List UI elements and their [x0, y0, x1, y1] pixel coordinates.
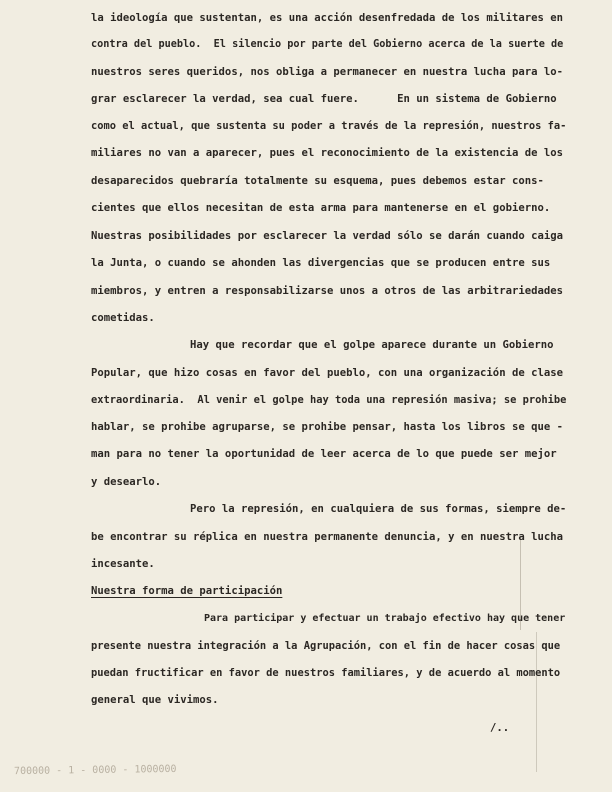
text-line: la ideología que sustentan, es una acción desenfredada de los militares en: [91, 12, 563, 24]
text-line: extraordinaria. Al venir el golpe hay toda una represión masiva; se prohibe: [91, 394, 567, 406]
text-line: nuestros seres queridos, nos obliga a permanecer en nuestra lucha para lo-: [91, 66, 563, 78]
text-line: man para no tener la oportunidad de leer acerca de lo que puede ser mejor: [91, 448, 557, 460]
text-line: y desearlo.: [91, 476, 162, 488]
text-line: desaparecidos quebraría totalmente su esquema, pues debemos estar cons-: [91, 175, 544, 187]
text-line: la Junta, o cuando se ahonden las divergencias que se producen entre sus: [91, 257, 551, 269]
text-line: grar esclarecer la verdad, sea cual fuere. En un sistema de Gobierno: [91, 93, 557, 105]
footer-stamp: 700000 - 1 - 0000 - 1000000: [13, 763, 177, 778]
text-line: Nuestras posibilidades por esclarecer la verdad sólo se darán cuando caiga: [91, 230, 563, 242]
text-line: Pero la represión, en cualquiera de sus formas, siempre de-: [190, 503, 567, 515]
text-line: be encontrar su réplica en nuestra permanente denuncia, y en nuestra lucha: [91, 531, 563, 543]
text-line: Hay que recordar que el golpe aparece durante un Gobierno: [190, 339, 554, 351]
text-line: miliares no van a aparecer, pues el reconocimiento de la existencia de los: [91, 147, 563, 159]
text-line: como el actual, que sustenta su poder a través de la represión, nuestros fa-: [91, 120, 567, 132]
text-line: cometidas.: [91, 312, 155, 324]
text-line: hablar, se prohibe agruparse, se prohibe pensar, hasta los libros se que -: [91, 421, 563, 433]
continuation-mark: /..: [490, 722, 510, 734]
margin-pencil-line-lower: [536, 632, 537, 772]
text-line: puedan fructificar en favor de nuestros familiares, y de acuerdo al momento: [91, 667, 561, 679]
section-heading: Nuestra forma de participación: [91, 585, 283, 597]
text-line: miembros, y entren a responsabilizarse unos a otros de las arbitrariedades: [91, 285, 563, 297]
text-line: general que vivimos.: [91, 694, 219, 706]
text-line: contra del pueblo. El silencio por parte del Gobierno acerca de la suerte de: [91, 39, 564, 50]
text-line: Popular, que hizo cosas en favor del pueblo, con una organización de clase: [91, 367, 563, 379]
text-line: presente nuestra integración a la Agrupación, con el fin de hacer cosas que: [91, 640, 561, 652]
text-line: cientes que ellos necesitan de esta arma para mantenerse en el gobierno.: [91, 202, 551, 214]
text-line: incesante.: [91, 558, 155, 570]
text-line: Para participar y efectuar un trabajo efectivo hay que tener: [204, 613, 566, 624]
